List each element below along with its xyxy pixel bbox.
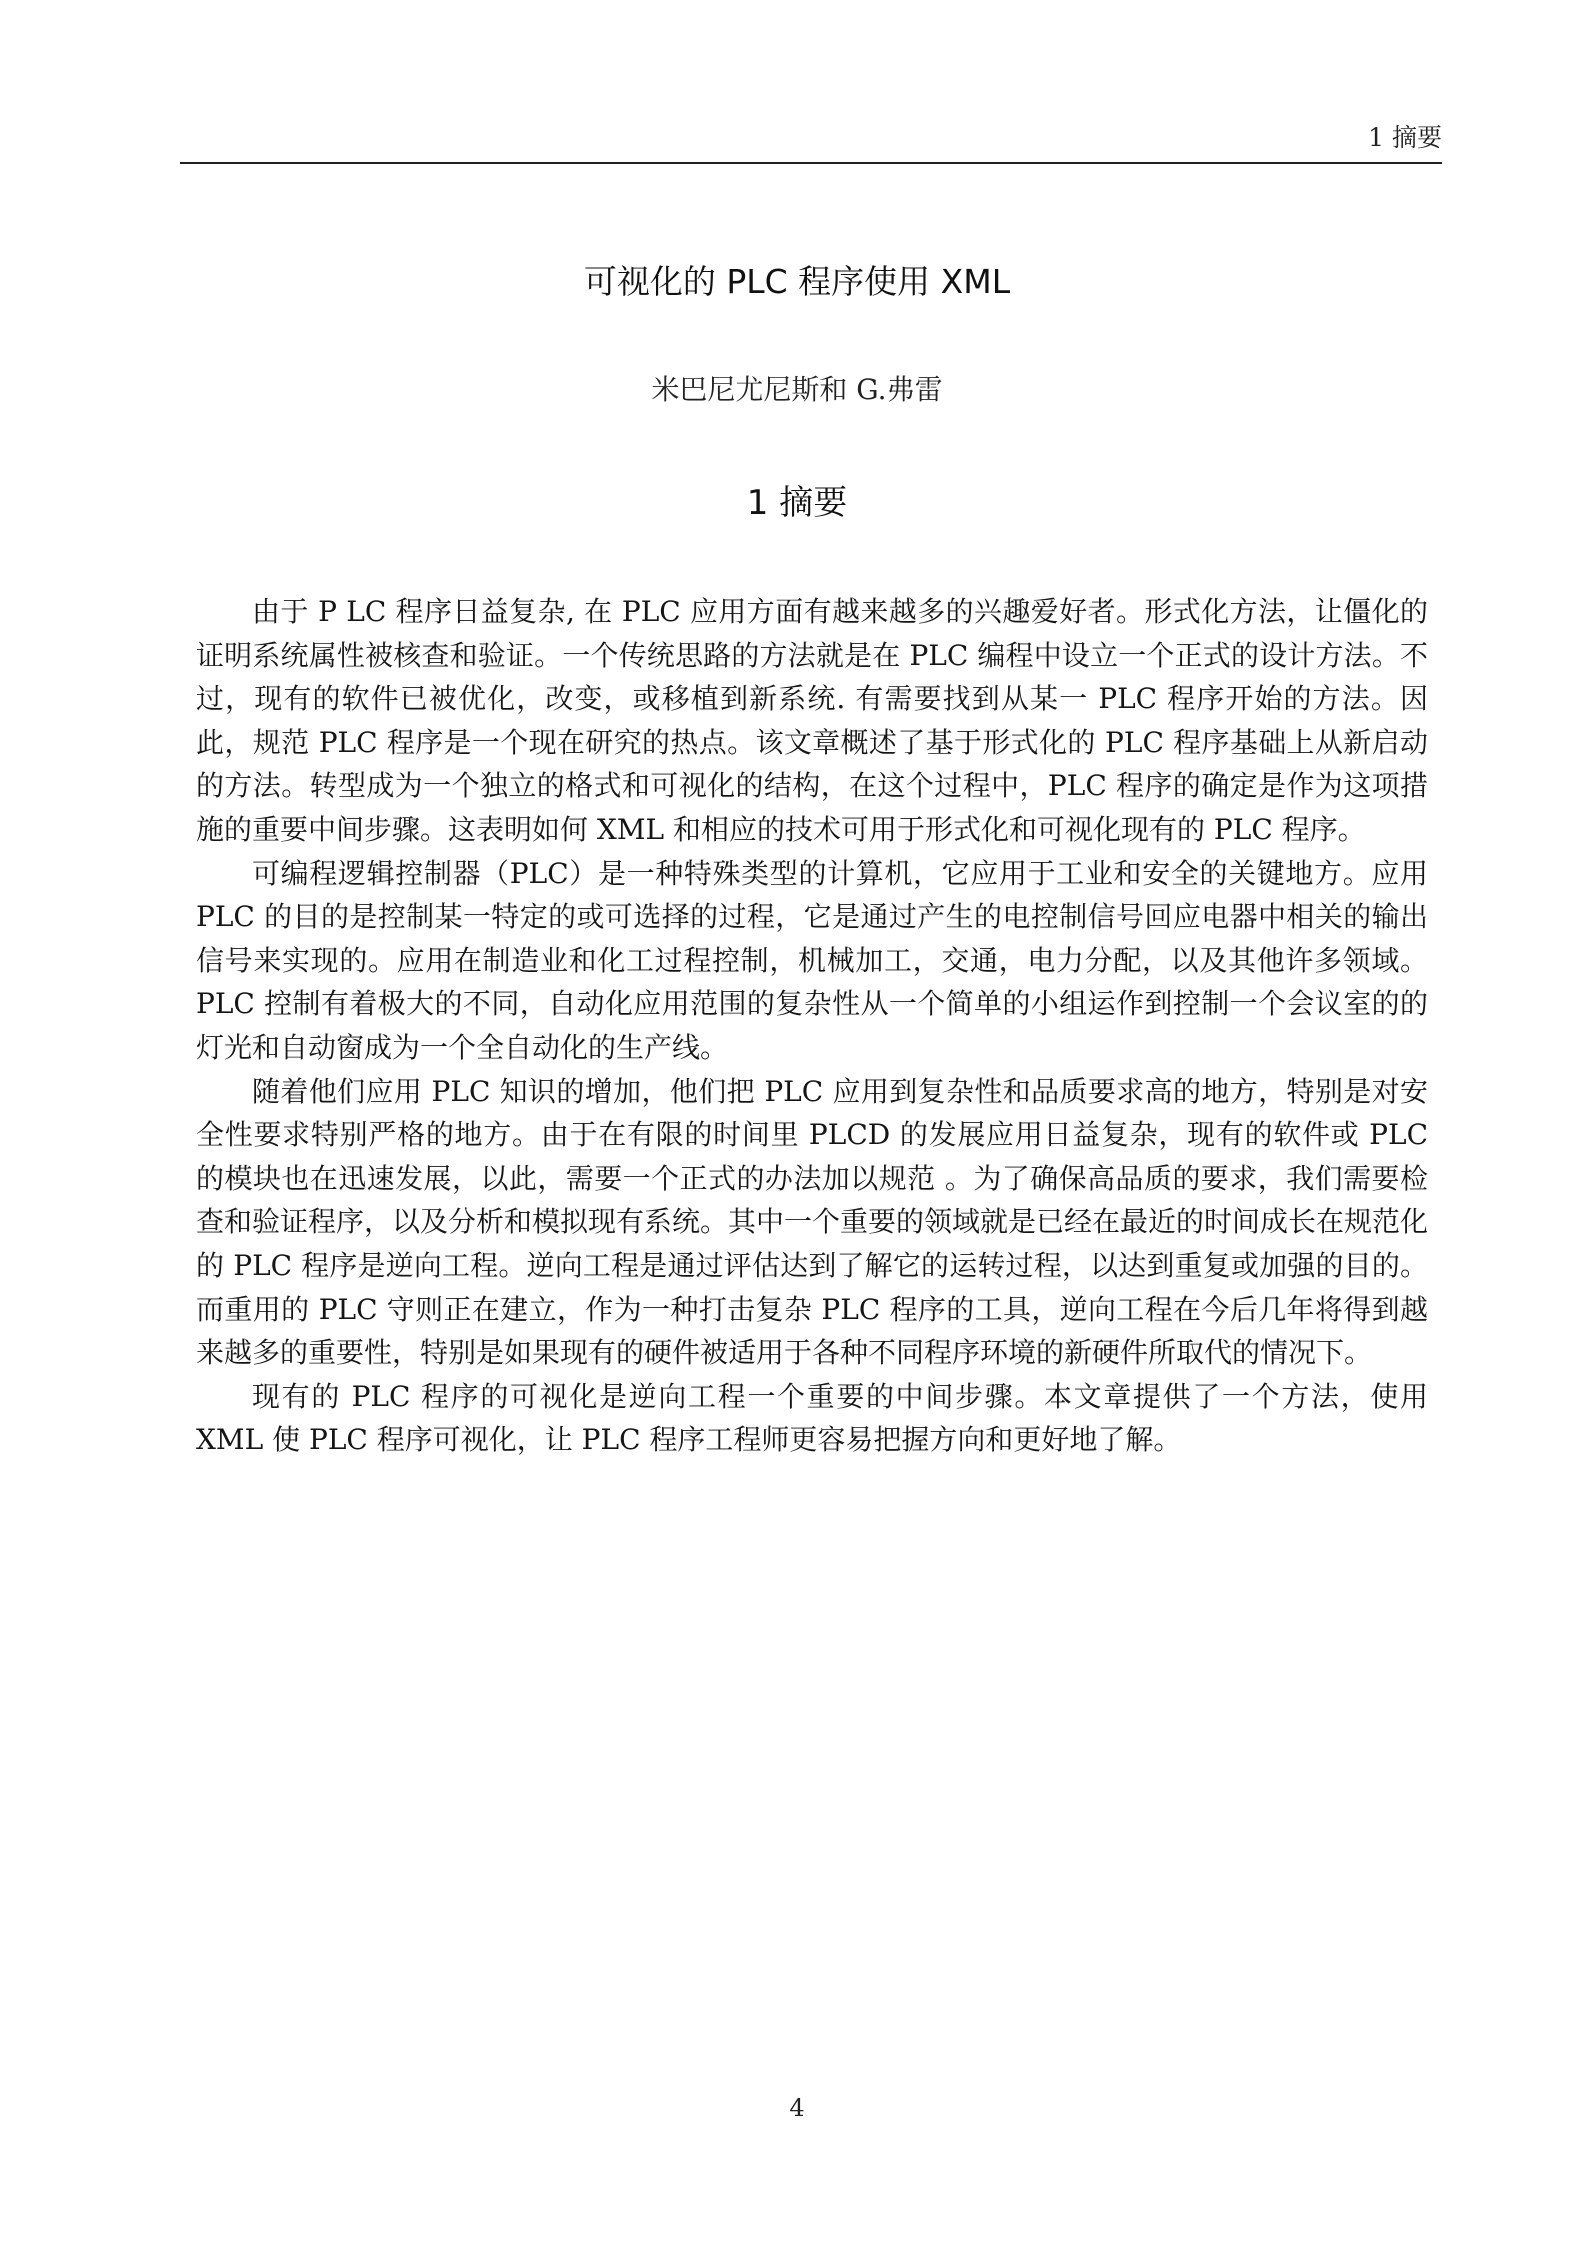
section-heading: 1 摘要 bbox=[746, 483, 848, 523]
body-text bbox=[196, 590, 1428, 1462]
running-header-title: 1 摘要 bbox=[1368, 123, 1442, 152]
document-authors: 米巴尼尤尼斯和 G.弗雷 bbox=[651, 373, 943, 406]
paragraph-1: 由于 P LC 程序日益复杂, 在 PLC 应用方面有越来越多的兴趣爱好者。形式化方法，让僵化的证明系统属性被核查和验证。一个传统思路的方法就是在 PLC 编程中设立一个正式的设计方法。不过，现有的软件已被优化，改变，或移植到新系统. 有需要找到从某一 PLC 程序开始的方法。因此，规范 PLC 程序是一个现在研究的热点。该文章概述了基于形式化的 PLC 程序基础上从新启动的方法。转型成为一个独立的格式和可视化的结构，在这个过程中，PLC 程序的确定是作为这项措施的重要中间步骤。这表明如何 XML 和相应的技术可用于形式化和可视化现有的 PLC 程序。 bbox=[196, 595, 1428, 846]
document-title: 可视化的 PLC 程序使用 XML bbox=[583, 262, 1011, 301]
running-header bbox=[180, 118, 1442, 164]
paragraph-2: 可编程逻辑控制器（PLC）是一种特殊类型的计算机，它应用于工业和安全的关键地方。应用 PLC 的目的是控制某一特定的或可选择的过程，它是通过产生的电控制信号回应电器中相关的输出信号来实现的。应用在制造业和化工过程控制，机械加工，交通，电力分配，以及其他许多领域。PLC 控制有着极大的不同，自动化应用范围的复杂性从一个简单的小组运作到控制一个会议室的的灯光和自动窗成为一个全自动化的生产线。 bbox=[196, 856, 1428, 1064]
paragraph-4: 现有的 PLC 程序的可视化是逆向工程一个重要的中间步骤。本文章提供了一个方法，使用 XML 使 PLC 程序可视化，让 PLC 程序工程师更容易把握方向和更好地了解。 bbox=[196, 1379, 1428, 1457]
page-number: 4 bbox=[789, 2094, 805, 2122]
paragraph-3: 随着他们应用 PLC 知识的增加，他们把 PLC 应用到复杂性和品质要求高的地方，特别是对安全性要求特别严格的地方。由于在有限的时间里 PLCD 的发展应用日益复杂，现有的软件或 PLC 的模块也在迅速发展，以此，需要一个正式的办法加以规范 。为了确保高品质的要求，我们需要检查和验证程序，以及分析和模拟现有系统。其中一个重要的领域就是已经在最近的时间成长在规范化的 PLC 程序是逆向工程。逆向工程是通过评估达到了解它的运转过程，以达到重复或加强的目的。而重用的 PLC 守则正在建立，作为一种打击复杂 PLC 程序的工具，逆向工程在今后几年将得到越来越多的重要性，特别是如果现有的硬件被适用于各种不同程序环境的新硬件所取代的情况下。 bbox=[196, 1074, 1429, 1370]
